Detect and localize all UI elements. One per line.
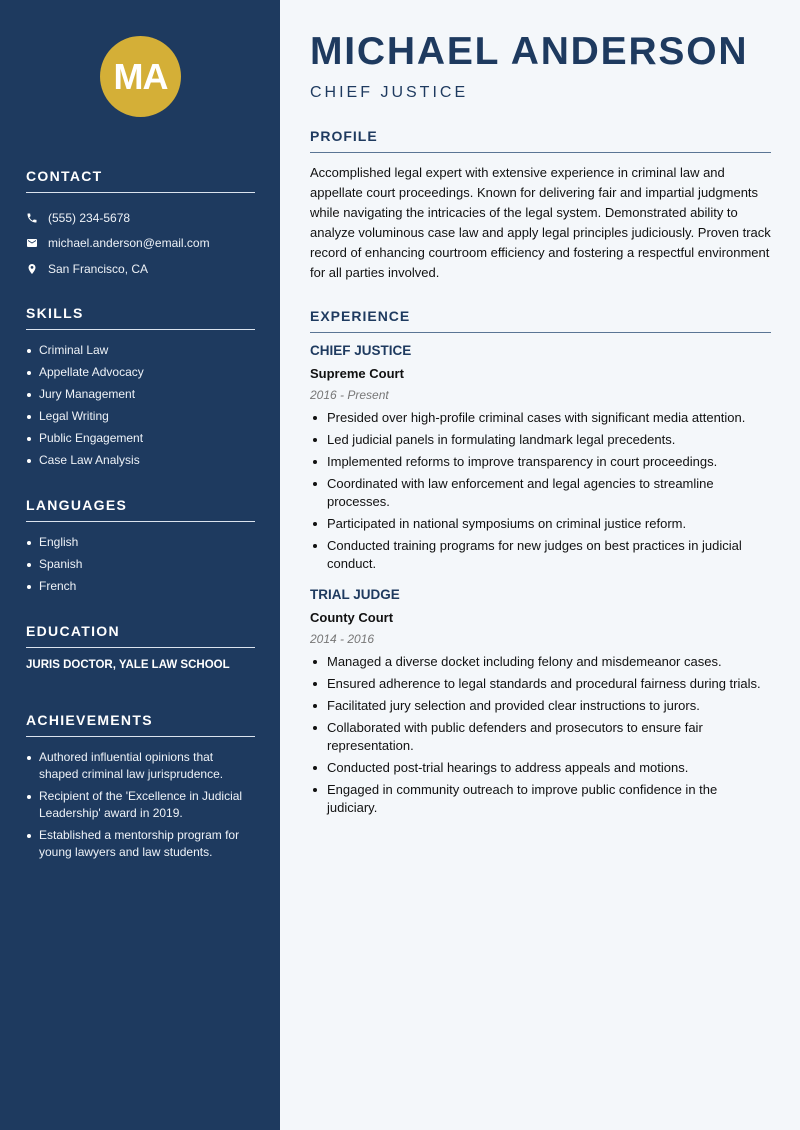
skills-heading: SKILLS <box>26 305 255 330</box>
email-icon <box>26 237 38 249</box>
contact-section <box>26 168 255 282</box>
company: Supreme Court <box>310 366 404 381</box>
job-bullet: Conducted post-trial hearings to address appeals and motions. <box>310 759 771 777</box>
phone-icon <box>26 212 38 224</box>
location-pin-icon <box>26 263 38 275</box>
avatar: MA <box>100 36 181 117</box>
job-entry <box>310 587 771 817</box>
job-entry <box>310 343 771 573</box>
achievements-section <box>26 712 255 866</box>
job-bullet: Presided over high-profile criminal cases with significant media attention. <box>310 409 771 427</box>
full-name: MICHAEL ANDERSON <box>310 30 749 73</box>
experience-heading: EXPERIENCE <box>310 308 771 333</box>
skill-item: Legal Writing <box>26 408 255 425</box>
job-bullet: Participated in national symposiums on criminal justice reform. <box>310 515 771 533</box>
job-bullet: Ensured adherence to legal standards and procedural fairness during trials. <box>310 675 771 693</box>
job-bullet: Collaborated with public defenders and prosecutors to ensure fair representation. <box>310 719 771 755</box>
contact-location <box>26 256 255 282</box>
skill-item: Public Engagement <box>26 430 255 447</box>
achievement-item: Established a mentorship program for young lawyers and law students. <box>26 827 255 861</box>
job-bullet: Conducted training programs for new judges on best practices in judicial conduct. <box>310 537 771 573</box>
achievements-heading: ACHIEVEMENTS <box>26 712 255 737</box>
contact-phone <box>26 205 255 231</box>
language-item: English <box>26 534 255 551</box>
profile-section <box>310 128 771 283</box>
job-dates: 2016 - Present <box>310 388 389 402</box>
education-degree: JURIS DOCTOR, YALE LAW SCHOOL <box>26 659 230 671</box>
skill-item: Jury Management <box>26 386 255 403</box>
skill-item: Appellate Advocacy <box>26 364 255 381</box>
job-bullet: Managed a diverse docket including felony and misdemeanor cases. <box>310 653 771 671</box>
contact-email <box>26 231 255 257</box>
phone-text: (555) 234-5678 <box>48 210 131 225</box>
skill-item: Criminal Law <box>26 342 255 359</box>
profile-heading: PROFILE <box>310 128 771 153</box>
experience-section <box>310 308 771 821</box>
education-section <box>26 623 255 671</box>
achievement-item: Authored influential opinions that shaped criminal law jurisprudence. <box>26 749 255 783</box>
achievement-item: Recipient of the 'Excellence in Judicial Leadership' award in 2019. <box>26 788 255 822</box>
job-dates: 2014 - 2016 <box>310 632 375 646</box>
sidebar <box>0 0 280 1130</box>
skill-item: Case Law Analysis <box>26 452 255 469</box>
profile-text: Accomplished legal expert with extensive experience in criminal law and appellate court proceedings. Known for delivering fair and impartial judgments while navigating the intricacies of the legal system. Demonstrated ability to analyze voluminous case law and apply legal principles judiciously. Proven track record of enhancing courtroom efficiency and fostering a respectful environment for all parties involved. <box>310 165 771 280</box>
email-text: michael.anderson@email.com <box>48 236 210 251</box>
education-heading: EDUCATION <box>26 623 255 648</box>
location-text: San Francisco, CA <box>48 261 149 276</box>
job-title: TRIAL JUDGE <box>310 587 400 602</box>
languages-section <box>26 497 255 600</box>
company: County Court <box>310 610 394 625</box>
job-title: CHIEF JUSTICE <box>310 84 469 101</box>
language-item: Spanish <box>26 556 255 573</box>
contact-heading: CONTACT <box>26 168 255 193</box>
job-bullet: Engaged in community outreach to improve public confidence in the judiciary. <box>310 781 771 817</box>
job-bullet: Implemented reforms to improve transparency in court proceedings. <box>310 453 771 471</box>
job-title: CHIEF JUSTICE <box>310 343 412 358</box>
skills-section <box>26 305 255 474</box>
language-item: French <box>26 578 255 595</box>
job-bullet: Coordinated with law enforcement and legal agencies to streamline processes. <box>310 475 771 511</box>
job-bullet: Led judicial panels in formulating landmark legal precedents. <box>310 431 771 449</box>
job-bullet: Facilitated jury selection and provided clear instructions to jurors. <box>310 697 771 715</box>
languages-heading: LANGUAGES <box>26 497 255 522</box>
